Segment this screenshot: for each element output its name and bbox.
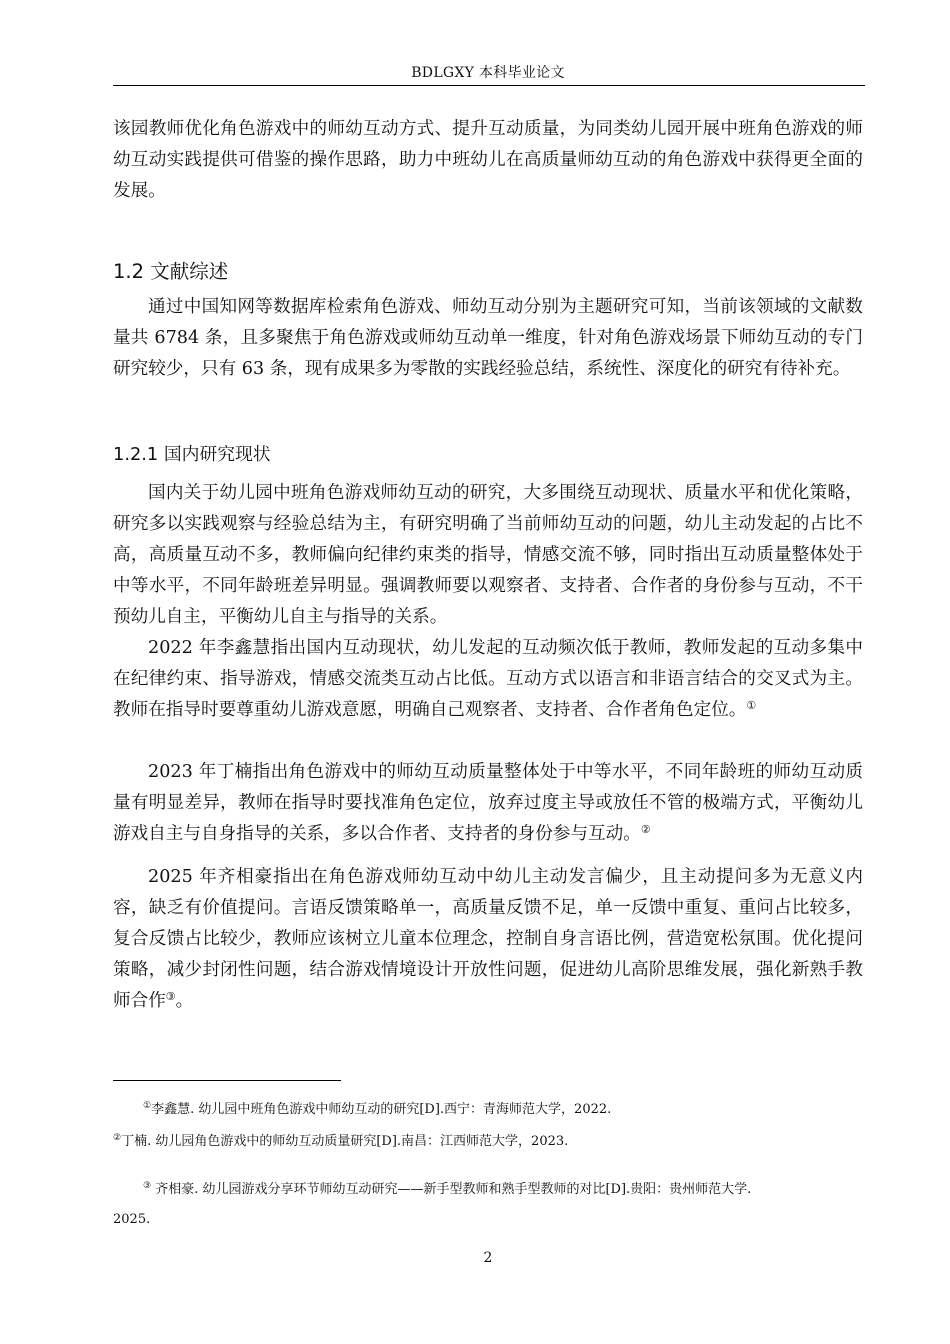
- footnote-3-text: 齐相豪. 幼儿园游戏分享环节师幼互动研究——新手型教师和熟手型教师的对比[D].贵阳：贵州师范大学.: [151, 1182, 752, 1197]
- footnote-3-mark: ③: [143, 1181, 152, 1191]
- paragraph-text: 2022 年李鑫慧指出国内互动现状，幼儿发起的互动频次低于教师，教师发起的互动多集中在纪律约束、指导游戏，情感交流类互动占比低。互动方式以语言和非语言结合的交叉式为主。教师在指导时要尊重幼儿游戏意愿，明确自己观察者、支持者、合作者角色定位。: [113, 638, 863, 720]
- footnote-2: [113, 1132, 568, 1152]
- footnote-3-continued: 2025.: [113, 1212, 151, 1227]
- section-heading-1-2: 1.2 文献综述: [113, 260, 229, 283]
- footnote-mark-1[interactable]: ①: [746, 699, 757, 712]
- paragraph-end: 。: [175, 991, 194, 1011]
- domestic-research-paragraph-2: [113, 633, 863, 726]
- intro-paragraph: 该园教师优化角色游戏中的师幼互动方式、提升互动质量，为同类幼儿园开展中班角色游戏的师幼互动实践提供可借鉴的操作思路，助力中班幼儿在高质量师幼互动的角色游戏中获得更全面的发展。: [113, 119, 863, 201]
- literature-review-paragraph: 通过中国知网等数据库检索角色游戏、师幼互动分别为主题研究可知，当前该领域的文献数量共 6784 条，且多聚焦于角色游戏或师幼互动单一维度，针对角色游戏场景下师幼互动的专门研究较少，只有 63 条，现有成果多为零散的实践经验总结，系统性、深度化的研究有待补充。: [113, 297, 863, 379]
- paragraph-text: 2023 年丁楠指出角色游戏中的师幼互动质量整体处于中等水平，不同年龄班的师幼互动质量有明显差异，教师在指导时要找准角色定位，放弃过度主导或放任不管的极端方式，平衡幼儿游戏自主与自身指导的关系，多以合作者、支持者的身份参与互动。: [113, 762, 863, 844]
- domestic-research-paragraph-4: [113, 862, 863, 1017]
- footnote-1: [143, 1100, 611, 1120]
- footnote-mark-2[interactable]: ②: [640, 823, 651, 836]
- footnote-1-text: 李鑫慧. 幼儿园中班角色游戏中师幼互动的研究[D].西宁：青海师范大学，2022.: [151, 1102, 612, 1117]
- footnote-divider: [113, 1080, 341, 1081]
- footnote-3: [143, 1180, 751, 1200]
- footnote-mark-3[interactable]: ③: [165, 990, 176, 1003]
- running-header: BDLGXY 本科毕业论文: [411, 65, 565, 81]
- paragraph-text: 2025 年齐相豪指出在角色游戏师幼互动中幼儿主动发言偏少，且主动提问多为无意义内容，缺乏有价值提问。言语反馈策略单一，高质量反馈不足，单一反馈中重复、重问占比较多，复合反馈占比较少，教师应该树立儿童本位理念，控制自身言语比例，营造宽松氛围。优化提问策略，减少封闭性问题，结合游戏情境设计开放性问题，促进幼儿高阶思维发展，强化新熟手教师合作: [113, 867, 863, 1011]
- footnote-2-mark: ②: [113, 1133, 122, 1143]
- page-number: 2: [483, 1250, 493, 1266]
- section-heading-1-2-1: 1.2.1 国内研究现状: [113, 444, 271, 465]
- domestic-research-paragraph-3: [113, 757, 863, 850]
- footnote-2-text: 丁楠. 幼儿园角色游戏中的师幼互动质量研究[D].南昌：江西师范大学，2023.: [121, 1134, 569, 1149]
- header-divider: [113, 85, 865, 86]
- footnote-1-mark: ①: [143, 1101, 152, 1111]
- domestic-research-paragraph-1: 国内关于幼儿园中班角色游戏师幼互动的研究，大多围绕互动现状、质量水平和优化策略，研究多以实践观察与经验总结为主，有研究明确了当前师幼互动的问题，幼儿主动发起的占比不高，高质量互动不多，教师偏向纪律约束类的指导，情感交流不够，同时指出互动质量整体处于中等水平，不同年龄班差异明显。强调教师要以观察者、支持者、合作者的身份参与互动，不干预幼儿自主，平衡幼儿自主与指导的关系。: [113, 483, 863, 627]
